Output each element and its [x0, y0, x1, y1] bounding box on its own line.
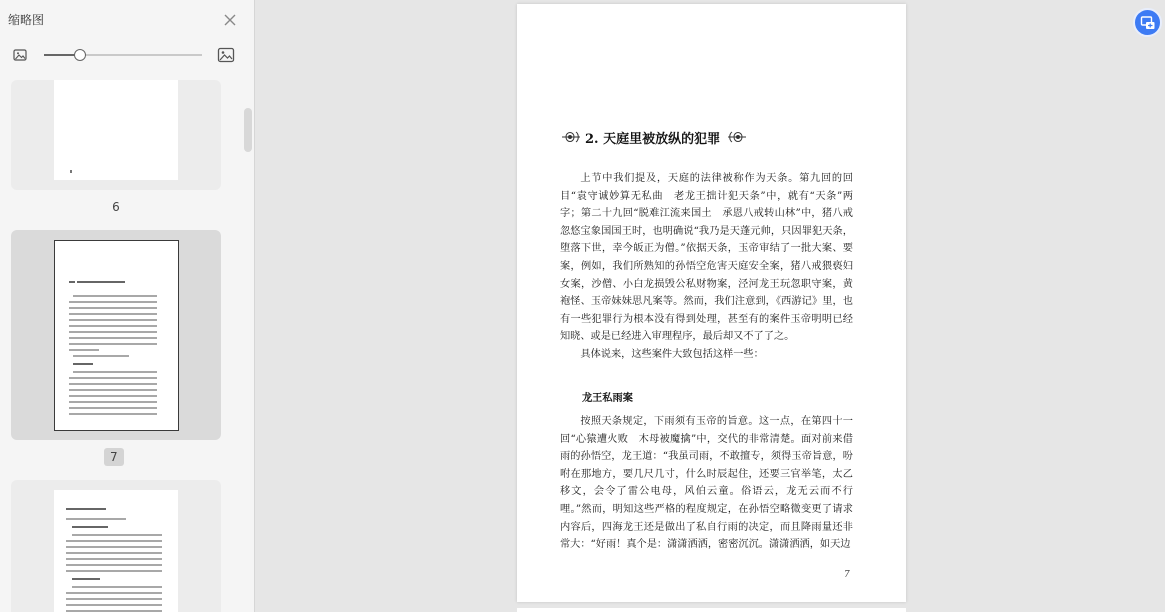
thumbnail-image: [54, 240, 179, 431]
sidebar-header: [0, 0, 255, 40]
thumbnail-page-8[interactable]: [11, 480, 221, 612]
image-small-icon[interactable]: [12, 47, 28, 63]
ornament-right-icon: [726, 126, 748, 148]
zoom-slider[interactable]: [44, 54, 202, 56]
ornament-left-icon: [560, 126, 582, 148]
thumbnail-zoom-control: [0, 40, 255, 72]
section-title: 2. 天庭里被放纵的犯罪: [585, 132, 721, 147]
app-switch-icon: [1140, 15, 1156, 31]
page-number: 7: [844, 570, 850, 580]
paragraph: 按照天条规定，下雨须有玉帝的旨意。这一点，在第四十一回“心猿遭火败 木母被魔擒”中，交代的非常清楚。面对前来借雨的孙悟空，龙王道：“我虽司雨，不敢擅专，须得玉帝旨意，吩咐在那地方，要几尺几寸，什么时辰起住，还要三官举笔，太乙移文，会令了雷公电母，风伯云童。俗语云，龙无云而不行哩。”然而，明知这些严格的程度规定，在孙悟空略微变更了请求内容后，四海龙王还是做出了私自行雨的决定，而且降雨量还非常大：“好雨！真个是：潇潇洒洒，密密沉沉。潇潇洒洒，如天边: [560, 416, 853, 551]
case-subheading: 龙王私雨案: [582, 392, 633, 404]
body-text-block: [560, 170, 853, 364]
thumbnail-label-7: 7: [104, 448, 124, 466]
section-heading: [560, 124, 750, 150]
app-switch-button[interactable]: [1133, 8, 1162, 37]
close-icon[interactable]: [222, 12, 238, 28]
sidebar-scrollbar[interactable]: [244, 108, 252, 152]
next-page-edge: [517, 608, 906, 612]
thumbnail-page-6[interactable]: [11, 80, 221, 190]
thumbnail-image: [54, 80, 178, 180]
document-page: [517, 4, 906, 602]
thumbnail-label-6: 6: [112, 200, 120, 214]
thumbnail-sidebar: [0, 0, 255, 612]
paragraph: 上节中我们提及，天庭的法律被称作为天条。第九回的回目“袁守诚妙算无私曲 老龙王拙计犯天条”中，就有“天条”两字；第二十九回“脱难江流来国土 承恩八戒转山林”中，猪八戒忽悠宝象国国王时，也明确说“我乃是天蓬元帅，只因罪犯天条，堕落下世，幸今皈正为僧。”依据天条，玉帝审结了一批大案、要案，例如，我们所熟知的孙悟空危害天庭安全案，猪八戒猥亵妇女案，沙僧、小白龙损毁公私财物案，泾河龙王玩忽职守案，黄袍怪、玉帝妹妹思凡案等。然而，我们注意到，《西游记》里，也有一些犯罪行为根本没有得到处理，甚至有的案件玉帝明明已经知晓、或是已经进入审理程序，最后却又不了了之。: [560, 173, 853, 343]
paragraph: 具体说来，这些案件大致包括这样一些：: [580, 348, 764, 360]
image-large-icon[interactable]: [217, 46, 235, 64]
thumbnail-image: [54, 490, 178, 612]
body-text-block: [560, 413, 853, 557]
zoom-slider-handle[interactable]: [74, 49, 86, 61]
thumbnail-page-7[interactable]: [11, 230, 221, 440]
sidebar-title: 缩略图: [8, 13, 45, 27]
